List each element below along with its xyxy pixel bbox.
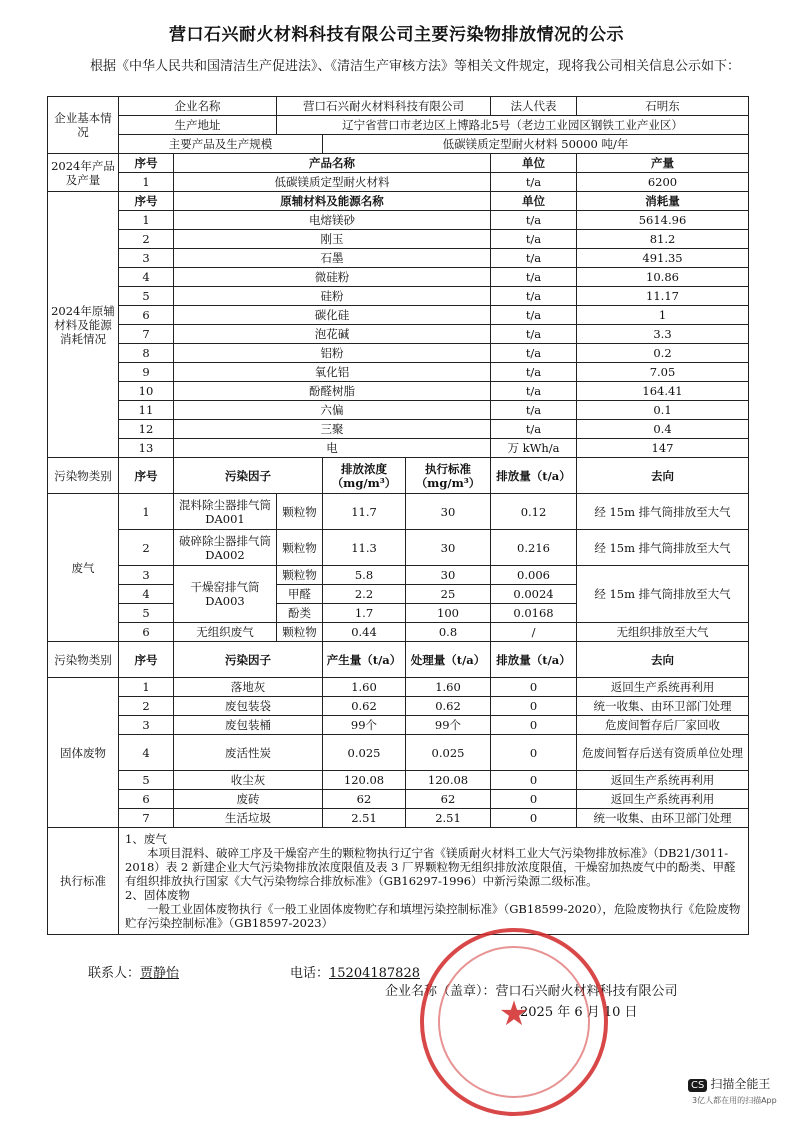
solid-header-generated: 产生量（t/a）: [323, 642, 406, 678]
solid-factor: 废活性炭: [174, 735, 323, 771]
solid-header-row: [48, 642, 749, 678]
contact-name: 贾静怡: [140, 966, 180, 981]
material-name: 泡花碱: [174, 325, 491, 344]
production-unit: t/a: [491, 173, 577, 192]
gas-header-factor: 污染因子: [174, 458, 323, 494]
standards-solid-heading: 2、固体废物: [125, 888, 190, 902]
solid-generated: 120.08: [323, 771, 406, 790]
material-name: 三聚: [174, 420, 491, 439]
standards-gas-heading: 1、废气: [125, 832, 167, 846]
material-qty: 164.41: [577, 382, 749, 401]
material-unit: t/a: [491, 249, 577, 268]
material-qty: 5614.96: [577, 211, 749, 230]
materials-section-label: 2024年原辅材料及能源消耗情况: [48, 192, 119, 458]
gas-source: 干燥窑排气筒 DA003: [174, 566, 277, 623]
cs-logo-icon: CS: [688, 1079, 707, 1092]
material-unit: t/a: [491, 363, 577, 382]
materials-header-name: 原辅材料及能源名称: [174, 192, 491, 211]
material-name: 酚醛树脂: [174, 382, 491, 401]
solid-dest: 返回生产系统再利用: [577, 790, 749, 809]
intro-paragraph: 根据《中华人民共和国清洁生产促进法》、《清洁生产审核方法》等相关文件规定，现将我公司相关信息公示如下：: [90, 59, 741, 74]
material-qty: 10.86: [577, 268, 749, 287]
solid-no: 5: [119, 771, 174, 790]
solid-generated: 1.60: [323, 678, 406, 697]
material-unit: t/a: [491, 268, 577, 287]
solid-dest: 返回生产系统再利用: [577, 771, 749, 790]
material-no: 3: [119, 249, 174, 268]
solid-treated: 62: [406, 790, 491, 809]
table-row: [48, 678, 749, 697]
material-qty: 0.1: [577, 401, 749, 420]
solid-factor: 废包装桶: [174, 716, 323, 735]
solid-generated: 0.025: [323, 735, 406, 771]
solid-no: 6: [119, 790, 174, 809]
gas-type-header: 污染物类别: [48, 458, 119, 494]
legal-rep-label: 法人代表: [491, 97, 577, 116]
gas-conc: 2.2: [323, 585, 406, 604]
scanner-watermark: [688, 1075, 777, 1106]
material-unit: t/a: [491, 382, 577, 401]
gas-standard: 30: [406, 530, 491, 566]
solid-emission: 0: [491, 809, 577, 828]
material-unit: t/a: [491, 325, 577, 344]
gas-emission: 0.006: [491, 566, 577, 585]
material-qty: 0.2: [577, 344, 749, 363]
production-header-qty: 产量: [577, 154, 749, 173]
gas-conc: 0.44: [323, 623, 406, 642]
address-label: 生产地址: [119, 116, 277, 135]
gas-factor: 颗粒物: [277, 566, 323, 585]
solid-header-emission: 排放量（t/a）: [491, 642, 577, 678]
gas-emission: 0.0168: [491, 604, 577, 623]
gas-section-label: 废气: [48, 494, 119, 642]
material-qty: 81.2: [577, 230, 749, 249]
standards-solid-text: 一般工业固体废物执行《一般工业固体废物贮存和填埋污染控制标准》（GB18599-2020），危险废物执行《危险废物贮存污染控制标准》（GB18597-2023）: [125, 902, 741, 930]
material-name: 刚玉: [174, 230, 491, 249]
table-row: [48, 771, 749, 790]
gas-header-dest: 去向: [577, 458, 749, 494]
table-row: [48, 735, 749, 771]
gas-source: 无组织废气: [174, 623, 277, 642]
standards-row: [48, 828, 749, 935]
company-seal: [420, 928, 608, 1116]
gas-no: 2: [119, 530, 174, 566]
standards-section-label: 执行标准: [48, 828, 119, 935]
table-row: [48, 249, 749, 268]
table-row: [48, 363, 749, 382]
table-row: [48, 697, 749, 716]
solid-header-treated: 处理量（t/a）: [406, 642, 491, 678]
gas-header-no: 序号: [119, 458, 174, 494]
table-row: [48, 344, 749, 363]
material-unit: t/a: [491, 211, 577, 230]
material-unit: 万 kWh/a: [491, 439, 577, 458]
gas-emission: 0.12: [491, 494, 577, 530]
solid-no: 7: [119, 809, 174, 828]
table-row: [48, 809, 749, 828]
solid-dest: 危废间暂存后送有资质单位处理: [577, 735, 749, 771]
table-row: [48, 287, 749, 306]
material-no: 12: [119, 420, 174, 439]
legal-rep-value: 石明东: [577, 97, 749, 116]
solid-factor: 废包装袋: [174, 697, 323, 716]
gas-source: 破碎除尘器排气筒 DA002: [174, 530, 277, 566]
material-qty: 147: [577, 439, 749, 458]
material-name: 电熔镁砂: [174, 211, 491, 230]
solid-treated: 99个: [406, 716, 491, 735]
solid-factor: 落地灰: [174, 678, 323, 697]
gas-conc: 11.7: [323, 494, 406, 530]
table-row: [48, 401, 749, 420]
material-unit: t/a: [491, 230, 577, 249]
gas-emission: 0.216: [491, 530, 577, 566]
material-qty: 3.3: [577, 325, 749, 344]
solid-dest: 统一收集、由环卫部门处理: [577, 809, 749, 828]
product-scale-value: 低碳镁质定型耐火材料 50000 吨/年: [323, 135, 749, 154]
material-no: 6: [119, 306, 174, 325]
disclosure-table: [47, 96, 749, 935]
gas-no: 1: [119, 494, 174, 530]
table-row: [48, 439, 749, 458]
material-name: 铝粉: [174, 344, 491, 363]
gas-emission: 0.0024: [491, 585, 577, 604]
solid-factor: 收尘灰: [174, 771, 323, 790]
basic-section-label: 企业基本情况: [48, 97, 119, 154]
gas-conc: 5.8: [323, 566, 406, 585]
material-no: 13: [119, 439, 174, 458]
table-row: [48, 530, 749, 566]
solid-treated: 0.62: [406, 697, 491, 716]
table-row: [48, 230, 749, 249]
material-qty: 7.05: [577, 363, 749, 382]
material-no: 7: [119, 325, 174, 344]
material-qty: 11.17: [577, 287, 749, 306]
material-unit: t/a: [491, 306, 577, 325]
gas-factor: 颗粒物: [277, 494, 323, 530]
materials-header-unit: 单位: [491, 192, 577, 211]
material-no: 8: [119, 344, 174, 363]
basic-row-3: [48, 135, 749, 154]
material-unit: t/a: [491, 344, 577, 363]
material-no: 4: [119, 268, 174, 287]
gas-factor: 颗粒物: [277, 530, 323, 566]
material-name: 硅粉: [174, 287, 491, 306]
gas-standard: 100: [406, 604, 491, 623]
gas-dest: 无组织排放至大气: [577, 623, 749, 642]
gas-conc: 11.3: [323, 530, 406, 566]
gas-conc: 1.7: [323, 604, 406, 623]
material-no: 5: [119, 287, 174, 306]
gas-standard: 25: [406, 585, 491, 604]
material-unit: t/a: [491, 420, 577, 439]
gas-dest: 经 15m 排气筒排放至大气: [577, 494, 749, 530]
materials-header-row: [48, 192, 749, 211]
material-no: 11: [119, 401, 174, 420]
material-name: 石墨: [174, 249, 491, 268]
contact-label: 联系人：: [88, 966, 141, 981]
solid-generated: 99个: [323, 716, 406, 735]
material-no: 9: [119, 363, 174, 382]
solid-emission: 0: [491, 735, 577, 771]
solid-generated: 2.51: [323, 809, 406, 828]
gas-factor: 酚类: [277, 604, 323, 623]
solid-generated: 62: [323, 790, 406, 809]
solid-generated: 0.62: [323, 697, 406, 716]
table-row: [48, 268, 749, 287]
solid-emission: 0: [491, 716, 577, 735]
solid-type-header: 污染物类别: [48, 642, 119, 678]
address-value: 辽宁省营口市老边区上博路北5号（老边工业园区钢铁工业产业区）: [277, 116, 749, 135]
gas-header-conc: 排放浓度（mg/m³）: [323, 458, 406, 494]
table-row: [48, 306, 749, 325]
production-qty: 6200: [577, 173, 749, 192]
standards-notes: [119, 828, 749, 935]
phone-label: 电话：: [290, 966, 330, 981]
table-row: [48, 382, 749, 401]
gas-factor: 甲醛: [277, 585, 323, 604]
solid-no: 3: [119, 716, 174, 735]
seal-star-icon: ★: [498, 994, 530, 1034]
production-header-unit: 单位: [491, 154, 577, 173]
company-sign-name: 营口石兴耐火材料科技有限公司: [495, 984, 678, 999]
solid-dest: 危废间暂存后厂家回收: [577, 716, 749, 735]
material-no: 1: [119, 211, 174, 230]
solid-factor: 生活垃圾: [174, 809, 323, 828]
table-row: [48, 623, 749, 642]
solid-treated: 2.51: [406, 809, 491, 828]
solid-dest: 返回生产系统再利用: [577, 678, 749, 697]
solid-treated: 0.025: [406, 735, 491, 771]
table-row: [48, 325, 749, 344]
gas-header-emission: 排放量（t/a）: [491, 458, 577, 494]
company-sign-label: 企业名称（盖章）：: [385, 984, 496, 999]
product-scale-label: 主要产品及生产规模: [119, 135, 323, 154]
basic-row-2: [48, 116, 749, 135]
phone-number: 15204187828: [329, 966, 420, 981]
solid-factor: 废砖: [174, 790, 323, 809]
gas-dest: 经 15m 排气筒排放至大气: [577, 530, 749, 566]
production-name: 低碳镁质定型耐火材料: [174, 173, 491, 192]
production-header-row: [48, 154, 749, 173]
material-qty: 491.35: [577, 249, 749, 268]
table-row: [48, 211, 749, 230]
solid-emission: 0: [491, 790, 577, 809]
material-no: 2: [119, 230, 174, 249]
gas-no: 3: [119, 566, 174, 585]
standards-gas-text: 本项目混料、破碎工序及干燥窑产生的颗粒物执行辽宁省《镁质耐火材料工业大气污染物排放标准》（DB21/3011-2018）表 2 新建企业大气污染物排放浓度限值及表 3 厂界颗粒物无组织排放浓度限值，干燥窑加热废气中的酚类、甲醛有组织排放执行国家《大气污染物综合排放标准》（GB16297-1996）中新污染源二级标准。: [125, 846, 736, 888]
table-row: [48, 173, 749, 192]
solid-header-dest: 去向: [577, 642, 749, 678]
basic-row-1: [48, 97, 749, 116]
gas-standard: 30: [406, 566, 491, 585]
gas-dest: 经 15m 排气筒排放至大气: [577, 566, 749, 623]
material-name: 六偏: [174, 401, 491, 420]
solid-treated: 120.08: [406, 771, 491, 790]
gas-standard: 30: [406, 494, 491, 530]
solid-emission: 0: [491, 697, 577, 716]
gas-no: 5: [119, 604, 174, 623]
gas-emission: /: [491, 623, 577, 642]
materials-header-no: 序号: [119, 192, 174, 211]
table-row: [48, 420, 749, 439]
table-row: [48, 566, 749, 585]
solid-no: 4: [119, 735, 174, 771]
production-section-label: 2024年产品及产量: [48, 154, 119, 192]
solid-emission: 0: [491, 678, 577, 697]
production-no: 1: [119, 173, 174, 192]
solid-header-factor: 污染因子: [174, 642, 323, 678]
gas-source: 混料除尘器排气筒 DA001: [174, 494, 277, 530]
company-name-value: 营口石兴耐火材料科技有限公司: [277, 97, 491, 116]
solid-no: 1: [119, 678, 174, 697]
solid-no: 2: [119, 697, 174, 716]
page-title: 营口石兴耐火材料科技有限公司主要污染物排放情况的公示: [169, 25, 624, 45]
material-unit: t/a: [491, 401, 577, 420]
gas-standard: 0.8: [406, 623, 491, 642]
solid-section-label: 固体废物: [48, 678, 119, 828]
production-header-name: 产品名称: [174, 154, 491, 173]
gas-no: 6: [119, 623, 174, 642]
gas-header-standard: 执行标准（mg/m³）: [406, 458, 491, 494]
solid-header-no: 序号: [119, 642, 174, 678]
material-name: 氧化铝: [174, 363, 491, 382]
table-row: [48, 716, 749, 735]
production-header-no: 序号: [119, 154, 174, 173]
material-name: 微硅粉: [174, 268, 491, 287]
table-row: [48, 494, 749, 530]
material-unit: t/a: [491, 287, 577, 306]
solid-treated: 1.60: [406, 678, 491, 697]
table-row: [48, 790, 749, 809]
scanner-tagline: 3亿人都在用的扫描App: [692, 1096, 777, 1105]
sign-date: 2025 年 6 月 10 日: [520, 1005, 638, 1020]
solid-dest: 统一收集、由环卫部门处理: [577, 697, 749, 716]
material-name: 碳化硅: [174, 306, 491, 325]
material-qty: 0.4: [577, 420, 749, 439]
material-qty: 1: [577, 306, 749, 325]
material-no: 10: [119, 382, 174, 401]
material-name: 电: [174, 439, 491, 458]
materials-header-qty: 消耗量: [577, 192, 749, 211]
solid-emission: 0: [491, 771, 577, 790]
company-name-label: 企业名称: [119, 97, 277, 116]
scanner-app-name: 扫描全能王: [710, 1077, 771, 1091]
contact-line: [88, 962, 179, 981]
gas-factor: 颗粒物: [277, 623, 323, 642]
gas-no: 4: [119, 585, 174, 604]
gas-header-row: [48, 458, 749, 494]
phone-line: [290, 962, 420, 981]
